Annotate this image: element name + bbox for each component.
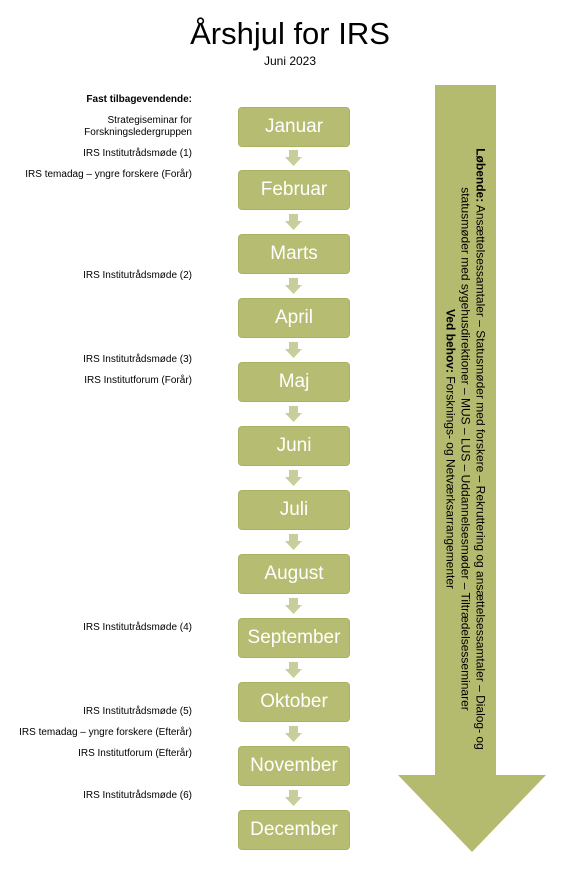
page-subtitle: Juni 2023: [263, 54, 317, 68]
month-box-september: September: [238, 618, 350, 658]
event-institutradsmode-6: IRS Institutrådsmøde (6): [83, 790, 192, 801]
event-institutradsmode-2: IRS Institutrådsmøde (2): [83, 270, 192, 281]
event-temadag-forar: IRS temadag – yngre forskere (Forår): [25, 169, 192, 180]
ongoing-text: [443, 94, 488, 804]
ongoing-line-1-text: Ansættelsessamtaler – Statusmøder med forskere – Rekruttering og ansættelsessamtaler – Dialog- og: [473, 202, 488, 750]
month-box-februar: Februar: [238, 170, 350, 210]
page-title: Årshjul for IRS: [190, 16, 390, 51]
month-box-maj: Maj: [238, 362, 350, 402]
month-box-august: August: [238, 554, 350, 594]
month-box-november: November: [238, 746, 350, 786]
month-box-december: December: [238, 810, 350, 850]
ongoing-line-3-text: Forsknings- og Netværksarrangementer: [443, 372, 458, 590]
month-box-april: April: [238, 298, 350, 338]
ongoing-label: Løbende:: [473, 148, 488, 203]
event-institutforum-forar: IRS Institutforum (Forår): [84, 375, 192, 386]
event-temadag-efterar: IRS temadag – yngre forskere (Efterår): [19, 727, 192, 738]
month-box-juni: Juni: [238, 426, 350, 466]
event-strategiseminar-line2: Forskningsledergruppen: [84, 127, 192, 138]
event-institutradsmode-1: IRS Institutrådsmøde (1): [83, 148, 192, 159]
month-box-marts: Marts: [238, 234, 350, 274]
month-box-oktober: Oktober: [238, 682, 350, 722]
ved-behov-label: Ved behov:: [443, 308, 458, 373]
ongoing-line-1: [473, 94, 488, 804]
event-institutforum-efterar: IRS Institutforum (Efterår): [78, 748, 192, 759]
event-institutradsmode-4: IRS Institutrådsmøde (4): [83, 622, 192, 633]
month-box-juli: Juli: [238, 490, 350, 530]
fixed-heading: Fast tilbagevendende:: [86, 94, 192, 105]
event-institutradsmode-5: IRS Institutrådsmøde (5): [83, 706, 192, 717]
event-institutradsmode-3: IRS Institutrådsmøde (3): [83, 354, 192, 365]
event-strategiseminar-line1: Strategiseminar for: [107, 115, 192, 126]
ongoing-line-2: statusmøder med sygehusdirektioner – MUS – LUS – Uddannelsesmøder – Tiltrædelsesseminarer: [458, 187, 473, 711]
month-box-januar: Januar: [238, 107, 350, 147]
ongoing-line-3: [443, 94, 458, 804]
